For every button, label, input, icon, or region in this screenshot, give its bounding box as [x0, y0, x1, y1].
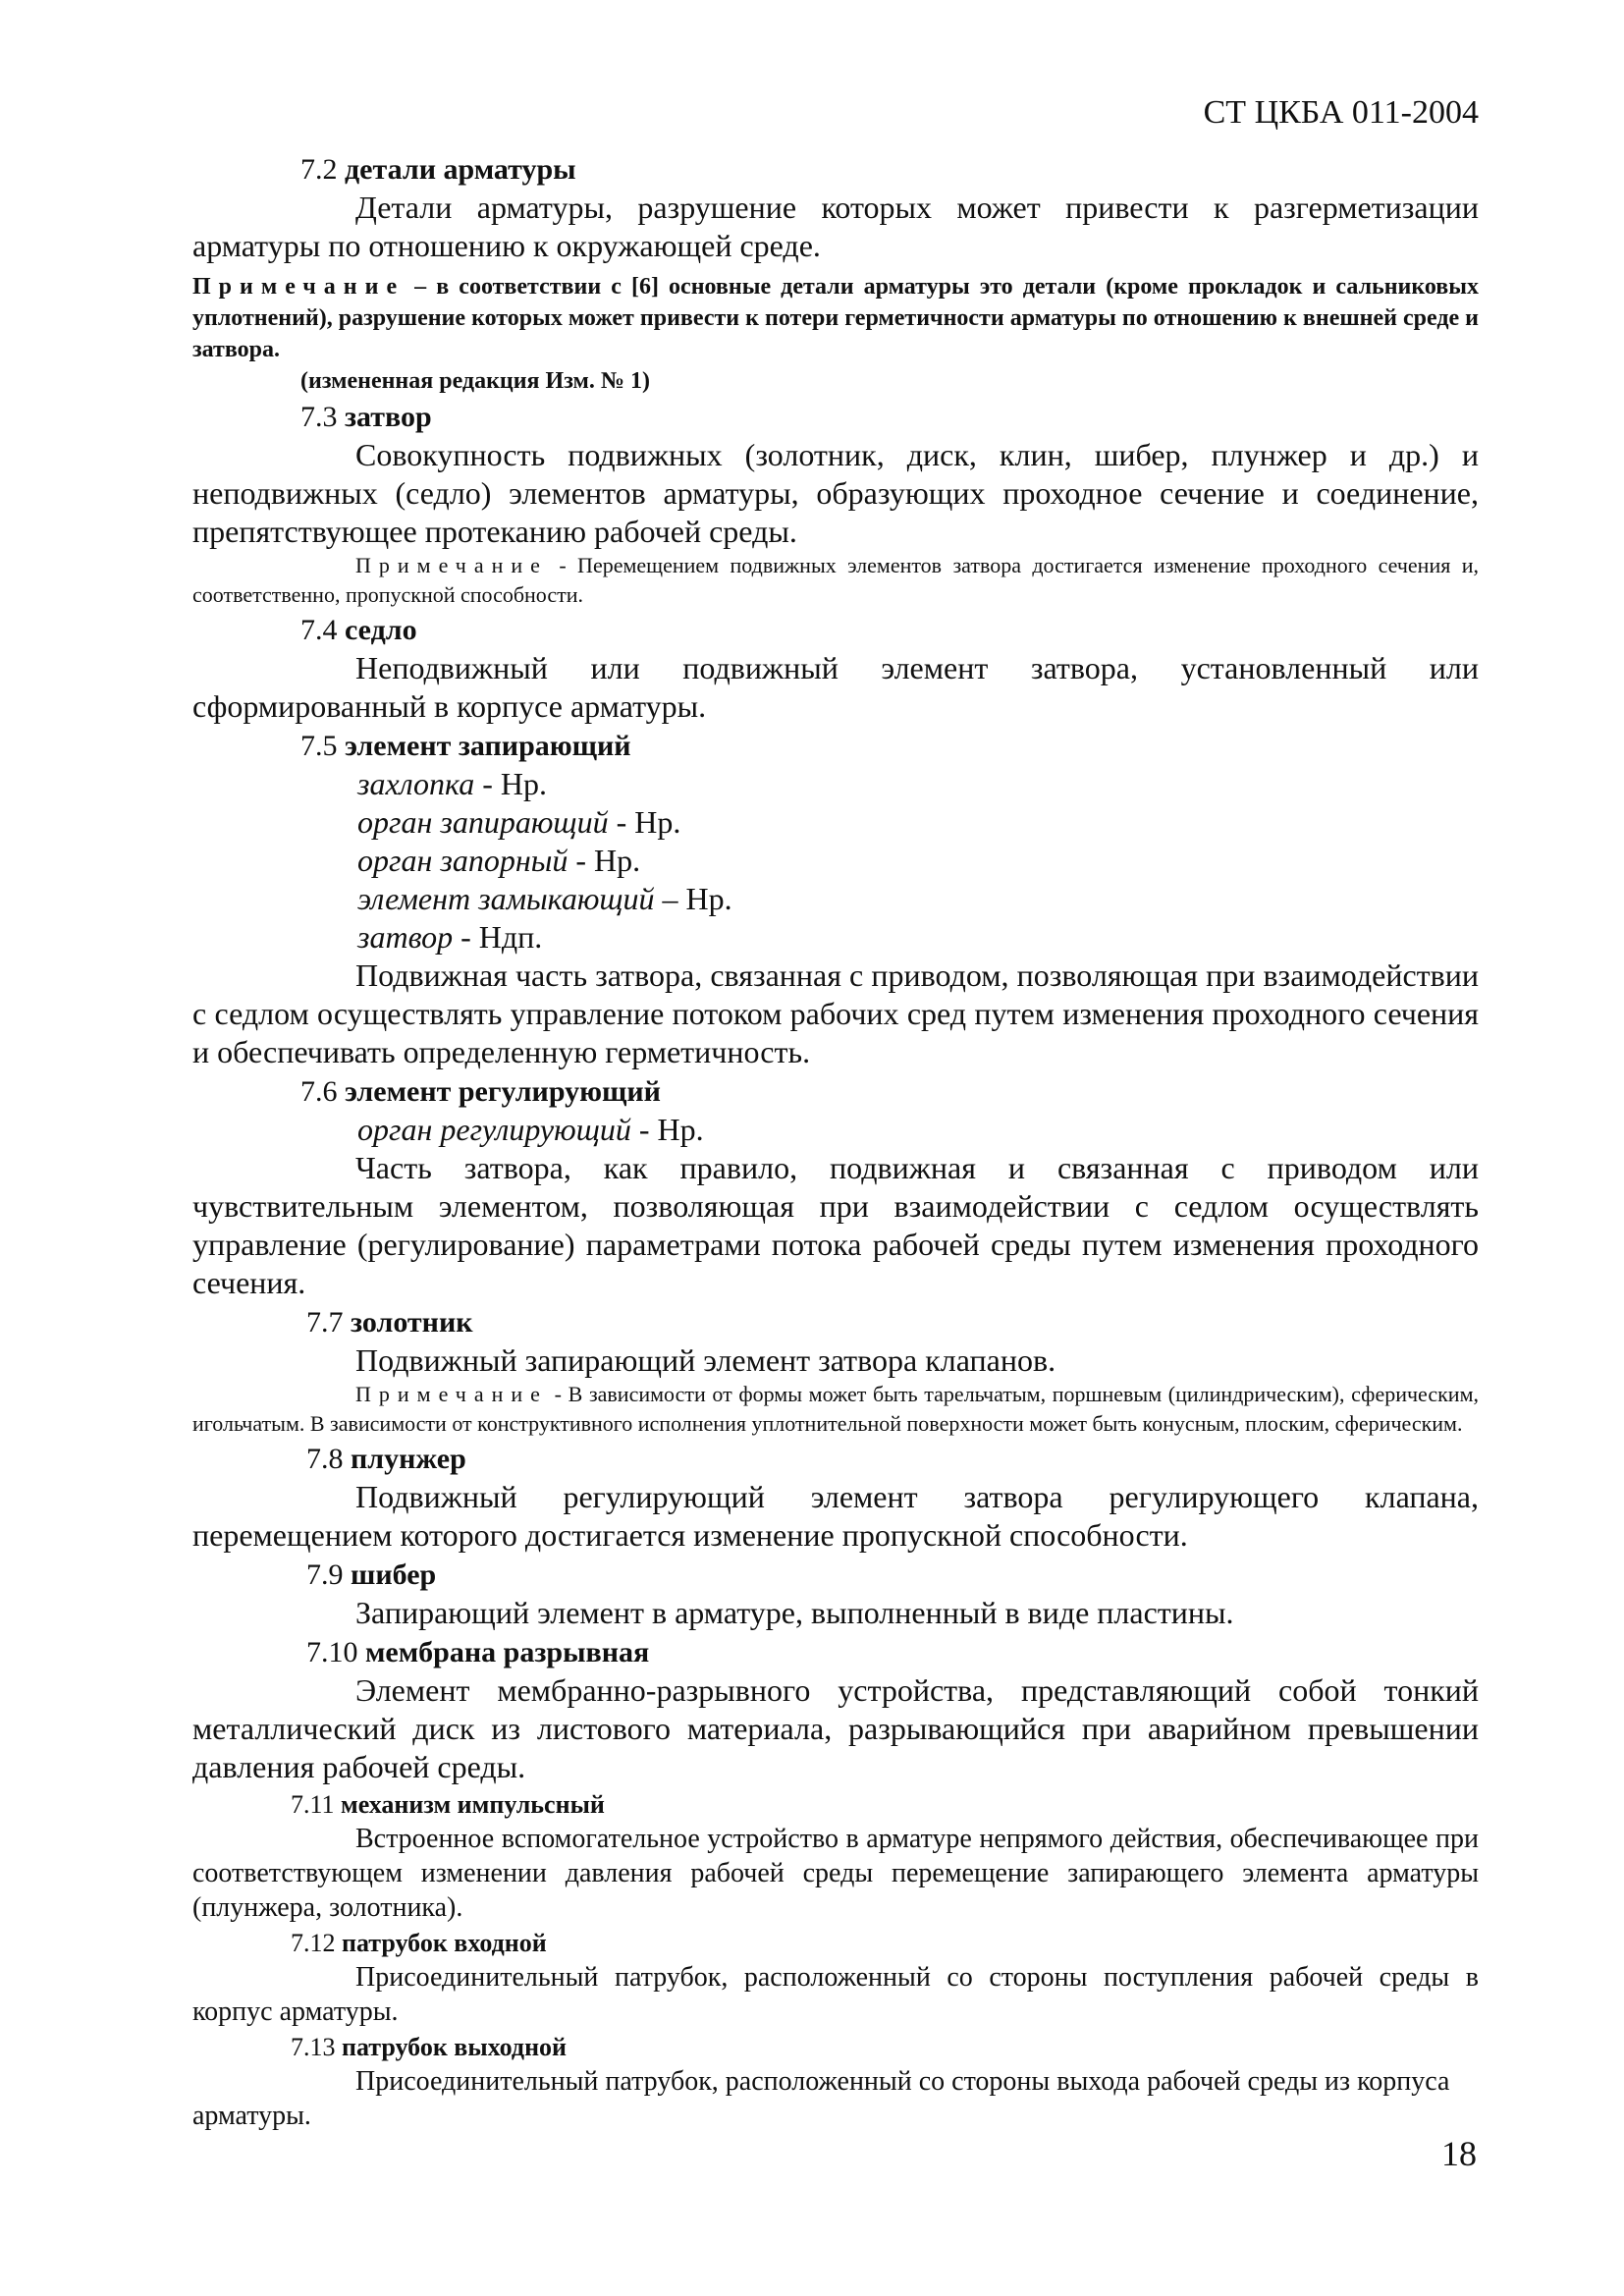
synonym-line — [357, 765, 1479, 803]
synonym-term: элемент замыкающий — [357, 881, 655, 916]
synonym-term: орган запорный — [357, 843, 568, 878]
section-number: 7.11 — [291, 1790, 335, 1819]
section-7-2-note — [192, 271, 1479, 365]
page-number: 18 — [1441, 2134, 1477, 2173]
section-number: 7.6 — [300, 1075, 338, 1108]
synonym-mark: - Нр. — [568, 843, 641, 878]
section-title: элемент регулирующий — [345, 1075, 661, 1108]
section-7-9-heading — [306, 1557, 1479, 1594]
synonym-line — [357, 803, 1479, 842]
section-title: элемент запирающий — [345, 730, 631, 762]
section-number: 7.9 — [306, 1558, 344, 1591]
synonym-line — [357, 918, 1479, 957]
section-number: 7.2 — [300, 153, 338, 186]
document-code-header: СТ ЦКБА 011-2004 — [1203, 94, 1479, 131]
section-number: 7.4 — [300, 614, 338, 646]
note-text: – в соответствии с [6] основные детали арматуры это детали (кроме прокладок и сальниковых уплотнений), разрушение которых может привести к потери герметичности арматуры по отношению к внешней среде и затвора. — [192, 274, 1479, 362]
section-7-2-heading — [300, 151, 1479, 189]
section-7-11-heading — [291, 1788, 1479, 1822]
synonym-term: орган регулирующий — [357, 1112, 631, 1147]
section-7-7-body: Подвижный запирающий элемент затвора клапанов. — [355, 1342, 1056, 1378]
section-7-4-body: Неподвижный или подвижный элемент затвора, установленный или сформированный в корпусе арматуры. — [192, 650, 1479, 724]
section-7-10-body: Элемент мембранно-разрывного устройства, представляющий собой тонкий металлический диск из листового материала, разрывающийся при аварийном превышении давления рабочей среды. — [192, 1672, 1479, 1784]
section-title: мембрана разрывная — [365, 1636, 650, 1668]
section-7-4-heading — [300, 612, 1479, 649]
section-7-10-heading — [306, 1634, 1479, 1671]
synonym-line — [357, 1111, 1479, 1149]
section-7-13-heading — [291, 2031, 1479, 2064]
section-number: 7.5 — [300, 730, 338, 762]
section-number: 7.12 — [291, 1929, 336, 1957]
synonym-line — [357, 842, 1479, 880]
section-7-7-heading — [306, 1304, 1479, 1341]
section-7-12-heading — [291, 1927, 1479, 1960]
synonym-mark: - Нр. — [474, 766, 547, 801]
synonym-term: орган запирающий — [357, 804, 609, 840]
synonym-term: захлопка — [357, 766, 475, 801]
page-content — [192, 149, 1479, 2133]
section-title: седло — [345, 614, 417, 646]
section-7-8-heading — [306, 1441, 1479, 1478]
note-label: Примечание — [355, 1382, 548, 1406]
section-title: плунжер — [351, 1443, 466, 1475]
section-number: 7.7 — [306, 1306, 344, 1339]
section-7-3-body: Совокупность подвижных (золотник, диск, клин, шибер, плунжер и др.) и неподвижных (седло) элементов арматуры, образующих проходное сечение и соединение, препятствующее протеканию рабочей среды. — [192, 437, 1479, 549]
section-number: 7.3 — [300, 401, 338, 433]
section-title: затвор — [345, 401, 432, 433]
synonym-line — [357, 880, 1479, 918]
section-7-8-body: Подвижный регулирующий элемент затвора регулирующего клапана, перемещением которого достигается изменение пропускной способности. — [192, 1479, 1479, 1553]
synonym-mark: - Нр. — [630, 1112, 704, 1147]
section-number: 7.13 — [291, 2033, 336, 2061]
section-7-9-body: Запирающий элемент в арматуре, выполненный в виде пластины. — [355, 1595, 1234, 1630]
section-title: механизм импульсный — [341, 1790, 605, 1819]
section-7-5-body: Подвижная часть затвора, связанная с приводом, позволяющая при взаимодействии с седлом осуществлять управление потоком рабочих сред путем изменения проходного сечения и обеспечивать определенную герметичность. — [192, 957, 1479, 1069]
section-7-11-body: Встроенное вспомогательное устройство в арматуре непрямого действия, обеспечивающее при соответствующем изменении давления рабочей среды перемещение запирающего элемента арматуры (плунжера, золотника). — [192, 1824, 1479, 1923]
section-title: шибер — [351, 1558, 437, 1591]
section-7-7-note — [192, 1380, 1479, 1439]
section-7-3-note — [192, 551, 1479, 610]
note-label: Примечание — [192, 274, 406, 300]
small-print-sections — [192, 1788, 1479, 2133]
note-label: Примечание — [355, 553, 548, 577]
edit-reference: (измененная редакция Изм. № 1) — [300, 368, 650, 394]
synonym-mark: - Ндп. — [453, 919, 543, 955]
note-text: - В зависимости от формы может быть тарельчатым, поршневым (цилиндрическим), сферическим, игольчатым. В зависимости от конструктивного исполнения уплотнительной поверхности может быть конусным, плоским, сферическим. — [192, 1382, 1480, 1436]
section-7-6-body: Часть затвора, как правило, подвижная и связанная с приводом или чувствительным элементом, позволяющая при взаимодействии с седлом осуществлять управление (регулирование) параметрами потока рабочей среды путем изменения проходного сечения. — [192, 1150, 1479, 1300]
note-text: - Перемещением подвижных элементов затвора достигается изменение проходного сечения и, соответственно, пропускной способности. — [192, 553, 1479, 607]
section-7-6-heading — [300, 1073, 1479, 1111]
section-title: патрубок выходной — [342, 2033, 568, 2061]
section-7-13-body: Присоединительный патрубок, расположенный со стороны выхода рабочей среды из корпуса арматуры. — [192, 2066, 1450, 2131]
section-title: патрубок входной — [342, 1929, 547, 1957]
synonym-mark: – Нр. — [654, 881, 732, 916]
section-title: детали арматуры — [345, 153, 576, 186]
section-7-12-body: Присоединительный патрубок, расположенный со стороны поступления рабочей среды в корпус арматуры. — [192, 1962, 1479, 2027]
section-number: 7.10 — [306, 1636, 358, 1668]
synonym-mark: - Нр. — [608, 804, 681, 840]
synonym-term: затвор — [357, 919, 454, 955]
section-7-5-heading — [300, 728, 1479, 765]
section-title: золотник — [351, 1306, 473, 1339]
section-number: 7.8 — [306, 1443, 344, 1475]
section-7-3-heading — [300, 399, 1479, 436]
section-7-2-body: Детали арматуры, разрушение которых может привести к разгерметизации арматуры по отношению к окружающей среде. — [192, 190, 1479, 263]
